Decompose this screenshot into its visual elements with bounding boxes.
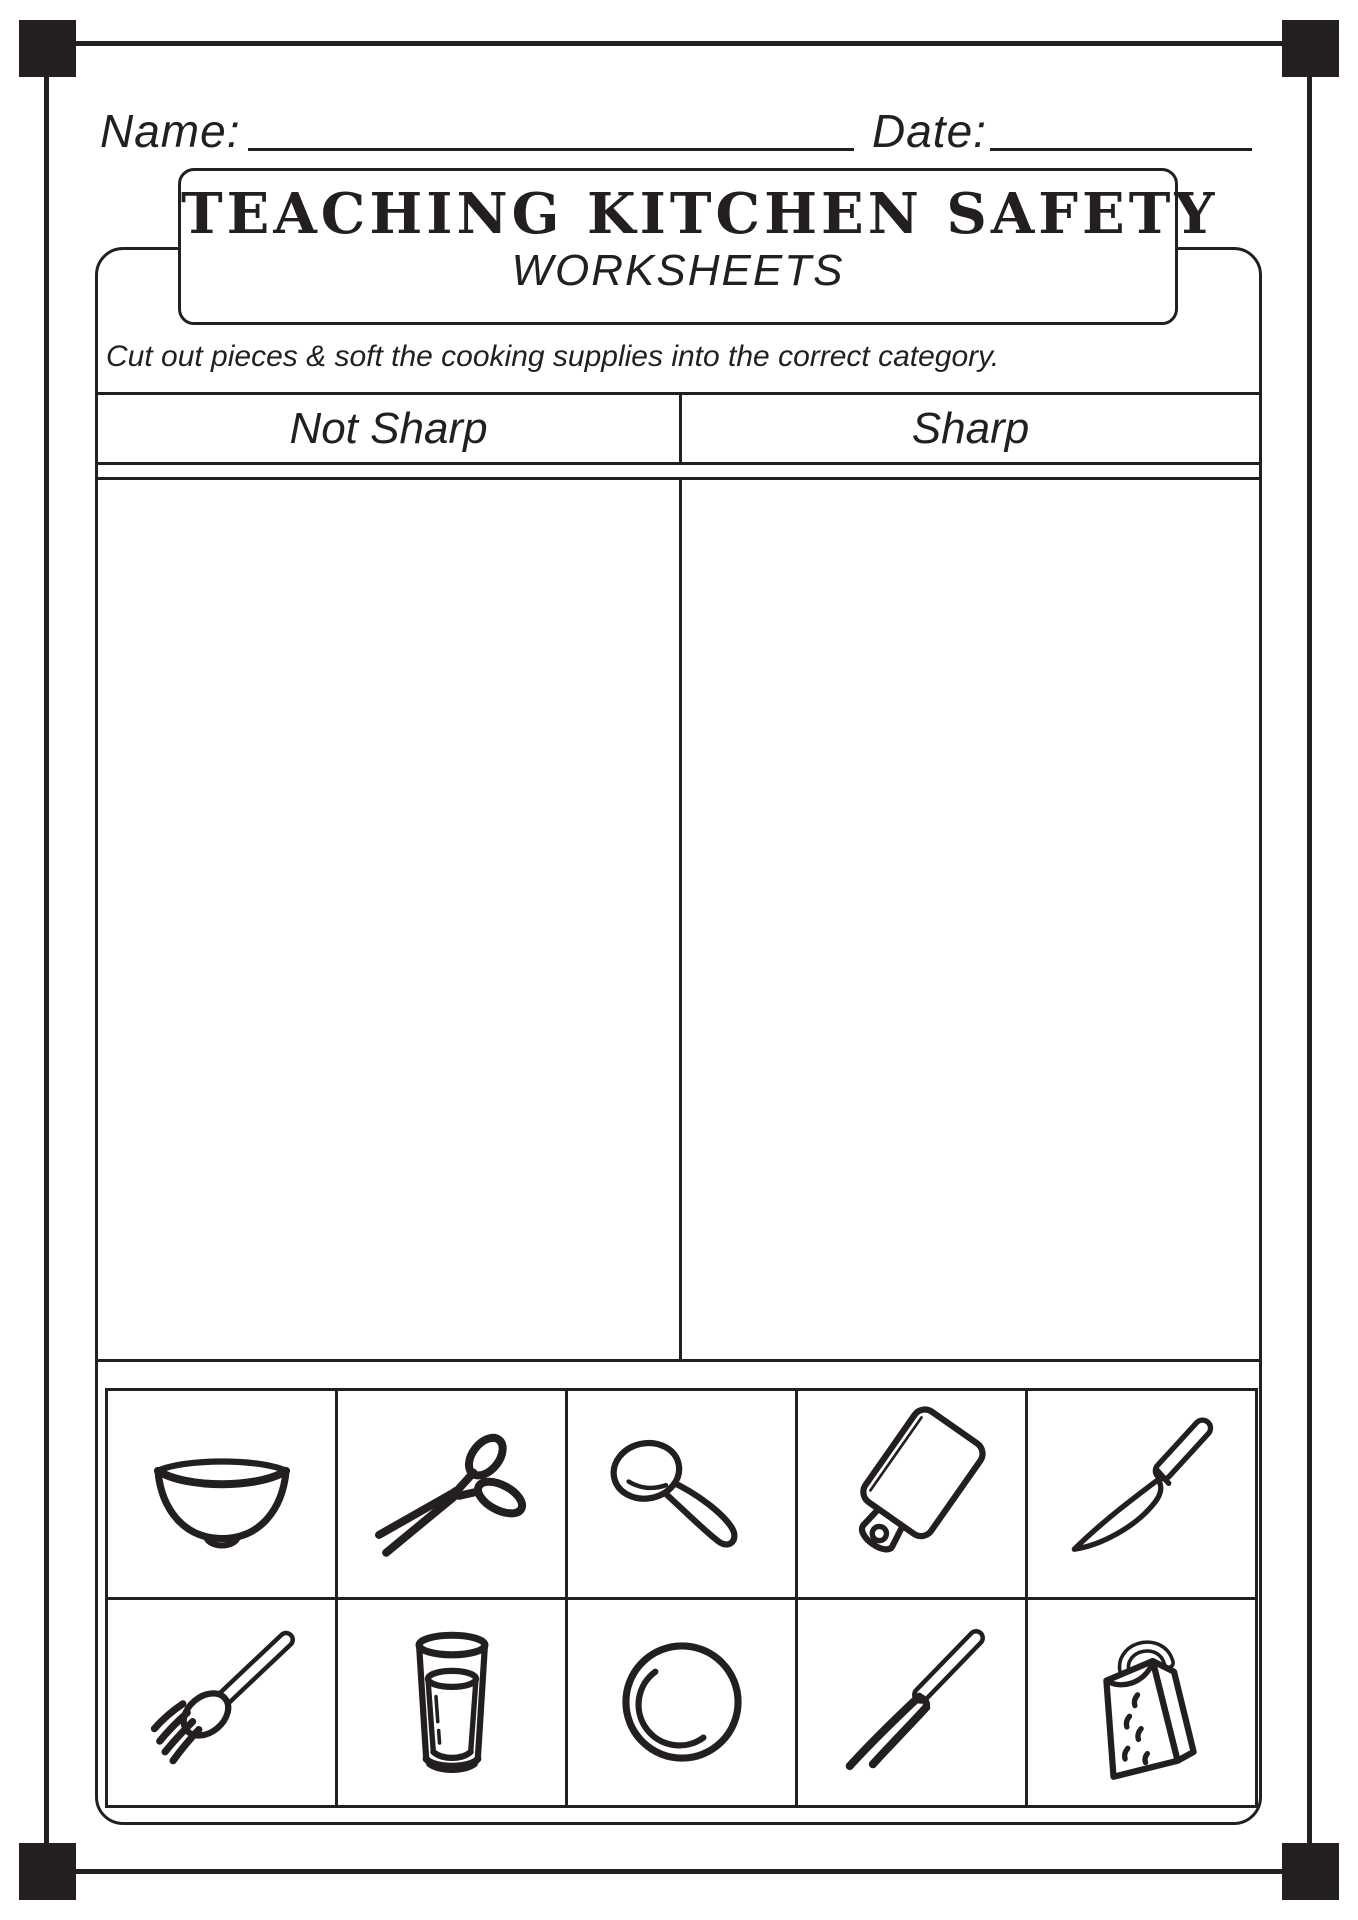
tile-glass[interactable]	[338, 1600, 565, 1806]
tile-spoon[interactable]	[568, 1391, 795, 1597]
column-header-sharp: Sharp	[911, 403, 1030, 453]
date-label: Date:	[872, 105, 987, 157]
frame-line-left	[44, 77, 49, 1843]
tile-cutting-board[interactable]	[798, 1391, 1025, 1597]
fork-icon	[133, 1613, 311, 1791]
title-box	[178, 168, 1219, 325]
frame-line-bottom	[76, 1869, 1282, 1874]
tile-scissors[interactable]	[338, 1391, 565, 1597]
sharp-drop-zone[interactable]	[682, 480, 1259, 1359]
tile-plate[interactable]	[568, 1600, 795, 1806]
knife-icon	[1053, 1405, 1231, 1583]
corner-square-top-right	[1282, 20, 1339, 77]
cutting-board-icon	[823, 1405, 1001, 1583]
carving-fork-icon	[823, 1613, 1001, 1791]
plate-icon	[593, 1613, 771, 1791]
corner-square-bottom-left	[19, 1843, 76, 1900]
tile-grater[interactable]	[1028, 1600, 1255, 1806]
category-header-row	[95, 392, 1262, 465]
scissors-icon	[363, 1405, 541, 1583]
tile-carving-fork[interactable]	[798, 1600, 1025, 1806]
name-input-line[interactable]	[248, 148, 854, 151]
name-label: Name:	[100, 105, 241, 157]
page-subtitle: WORKSHEETS	[511, 245, 845, 295]
date-input-line[interactable]	[990, 148, 1252, 151]
instruction-text: Cut out pieces & soft the cooking supplies into the correct category.	[106, 340, 1000, 373]
tile-bowl[interactable]	[108, 1391, 335, 1597]
cutout-items-grid	[105, 1388, 1258, 1808]
corner-square-bottom-right	[1282, 1843, 1339, 1900]
glass-icon	[363, 1613, 541, 1791]
spoon-icon	[593, 1405, 771, 1583]
tile-knife[interactable]	[1028, 1391, 1255, 1597]
column-header-not-sharp: Not Sharp	[98, 395, 682, 462]
grater-icon	[1053, 1613, 1231, 1791]
corner-square-top-left	[19, 20, 76, 77]
sorting-area	[95, 477, 1262, 1362]
tile-fork[interactable]	[108, 1600, 335, 1806]
frame-line-top	[76, 41, 1282, 46]
not-sharp-drop-zone[interactable]	[98, 480, 682, 1359]
frame-line-right	[1307, 77, 1312, 1843]
bowl-icon	[133, 1405, 311, 1583]
page-title: TEACHING KITCHEN SAFETY	[181, 181, 1219, 247]
